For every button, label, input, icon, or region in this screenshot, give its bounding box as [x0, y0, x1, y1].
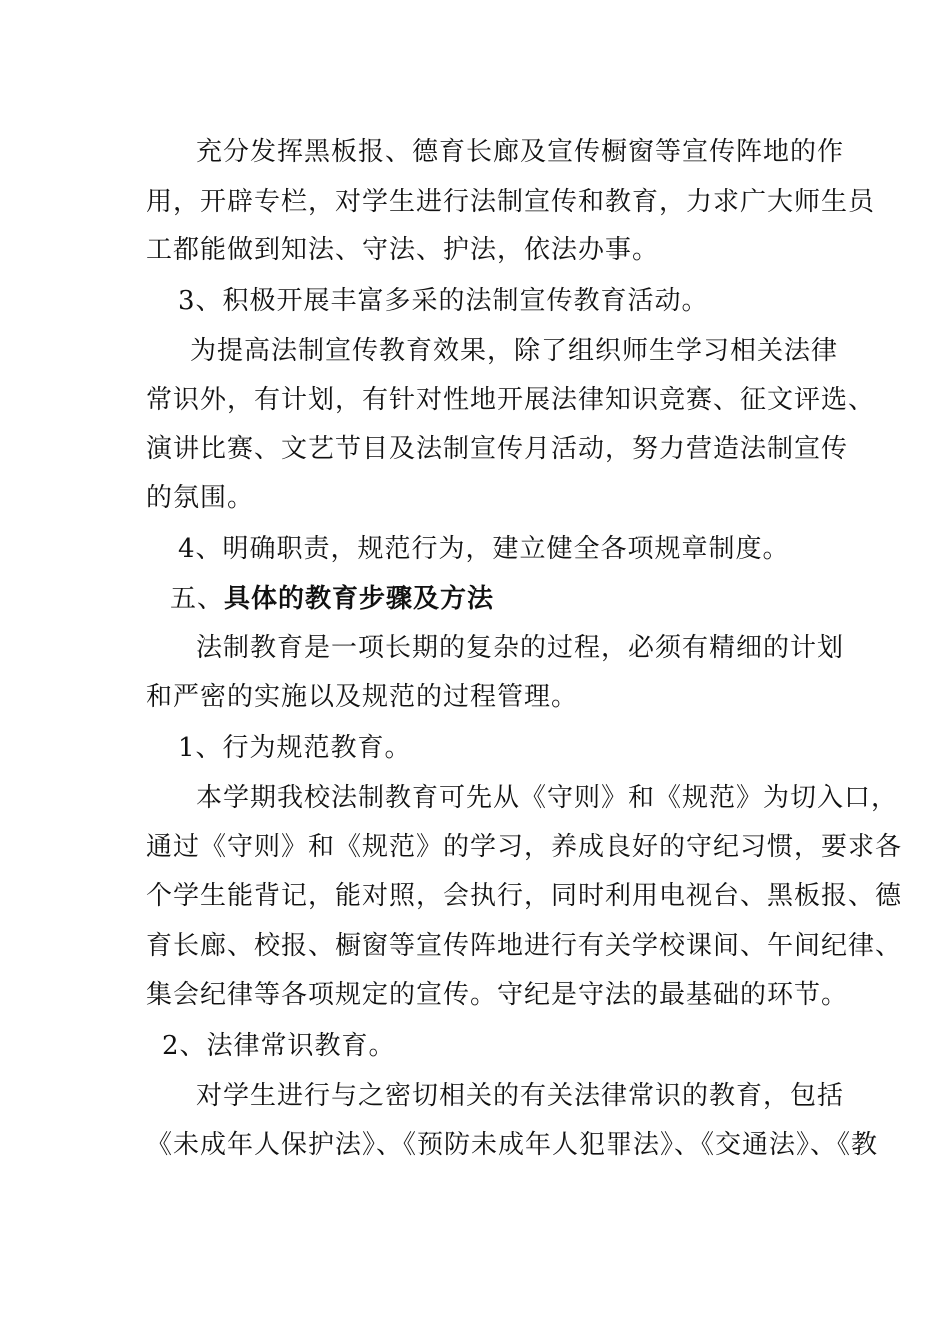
paragraph-line: 育长廊、校报、橱窗等宣传阵地进行有关学校课间、午间纪律、: [146, 931, 903, 961]
paragraph-line: 演讲比赛、文艺节目及法制宣传月活动，努力营造法制宣传: [146, 434, 849, 464]
paragraph-line: 法制教育是一项长期的复杂的过程，必须有精细的计划: [196, 633, 845, 663]
paragraph-line: 充分发挥黑板报、德育长廊及宣传橱窗等宣传阵地的作: [196, 137, 845, 167]
paragraph-line: 集会纪律等各项规定的宣传。守纪是守法的最基础的环节。: [146, 980, 849, 1010]
paragraph-line: 和严密的实施以及规范的过程管理。: [146, 682, 579, 712]
paragraph-line: 对学生进行与之密切相关的有关法律常识的教育，包括: [196, 1081, 845, 1111]
paragraph-line: 工都能做到知法、守法、护法，依法办事。: [146, 235, 660, 265]
section-item-4: 4、明确职责，规范行为，建立健全各项规章制度。: [178, 534, 790, 564]
section-item-2: 2、法律常识教育。: [162, 1031, 396, 1061]
section-heading: [170, 582, 494, 616]
section-item-1: 1、行为规范教育。: [178, 733, 412, 763]
paragraph-line: 的氛围。: [146, 483, 255, 513]
paragraph-line: 为提高法制宣传教育效果，除了组织师生学习相关法律: [190, 336, 839, 366]
section-item-3: 3、积极开展丰富多采的法制宣传教育活动。: [178, 286, 709, 316]
paragraph-line: 个学生能背记，能对照，会执行，同时利用电视台、黑板报、德: [146, 881, 903, 911]
section-heading-number: 五、: [170, 584, 225, 614]
paragraph-line: 本学期我校法制教育可先从《守则》和《规范》为切入口，: [196, 783, 899, 813]
paragraph-line: 常识外，有计划，有针对性地开展法律知识竞赛、征文评选、: [146, 385, 876, 415]
paragraph-line: 用，开辟专栏，对学生进行法制宣传和教育，力求广大师生员: [146, 187, 876, 217]
paragraph-line: 《未成年人保护法》、《预防未成年人犯罪法》、《交通法》、《教: [146, 1130, 879, 1160]
section-heading-title: 具体的教育步骤及方法: [224, 584, 495, 614]
paragraph-line: 通过《守则》和《规范》的学习，养成良好的守纪习惯，要求各: [146, 832, 903, 862]
